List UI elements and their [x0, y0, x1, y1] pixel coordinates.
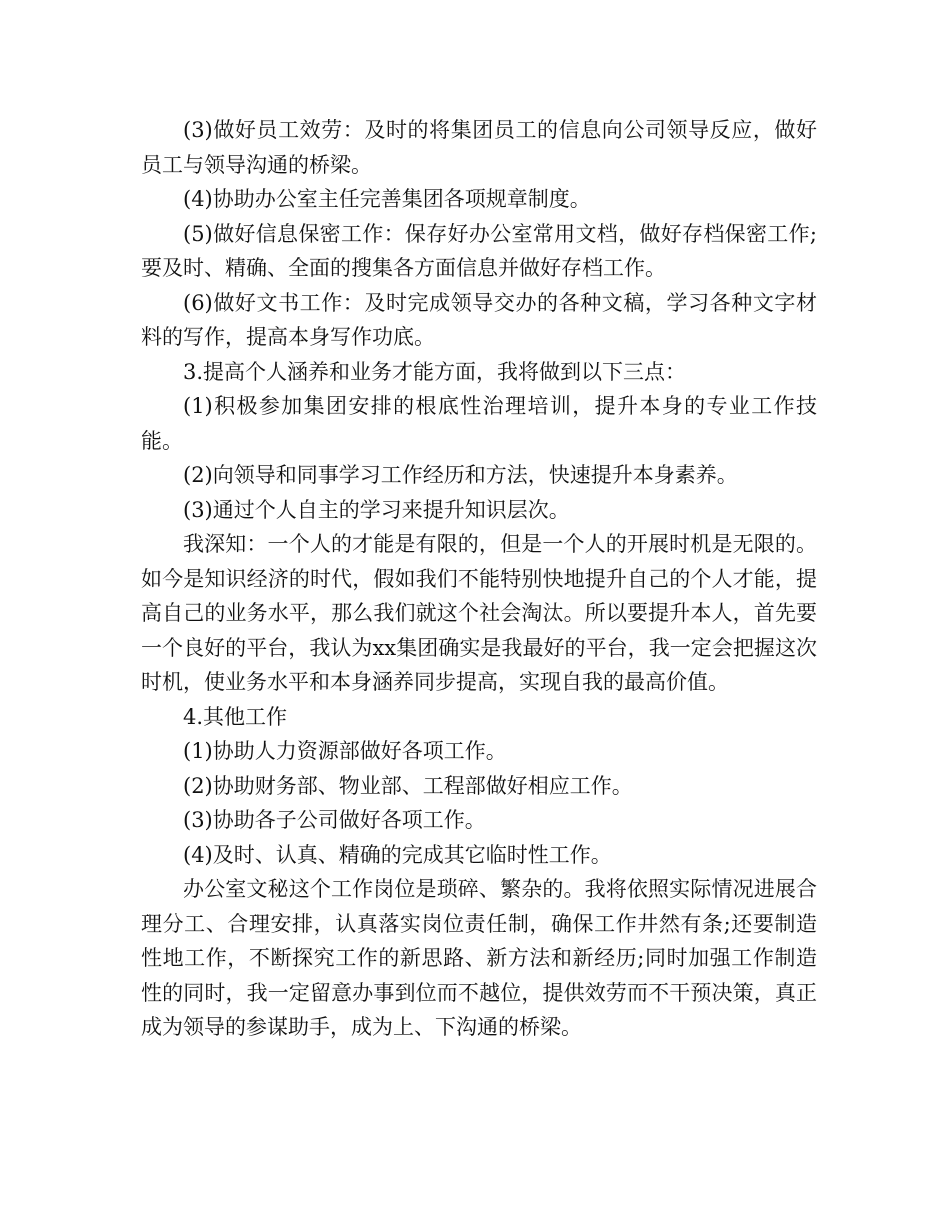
- paragraph-regulations: (4)协助办公室主任完善集团各项规章制度。: [183, 187, 591, 211]
- paragraph-training: (1)积极参加集团安排的根底性治理培训，提升本身的专业工作技能。: [141, 394, 817, 453]
- paragraph-learn-from-colleagues: (2)向领导和同事学习工作经历和方法，快速提升本身素养。: [183, 463, 738, 487]
- paragraph-self-study: (3)通过个人自主的学习来提升知识层次。: [183, 497, 570, 522]
- paragraph-finance-assist: (2)协助财务部、物业部、工程部做好相应工作。: [183, 773, 633, 798]
- paragraph-subsidiary-assist: (3)协助各子公司做好各项工作。: [183, 808, 486, 832]
- section-heading-other-work: 4.其他工作: [183, 704, 288, 729]
- paragraph-hr-assist: (1)协助人力资源部做好各项工作。: [183, 739, 507, 763]
- document-page: [141, 113, 817, 1045]
- paragraph-confidentiality: (5)做好信息保密工作：保存好办公室常用文档，做好存档保密工作;要及时、精确、全面的搜集各方面信息并做好存档工作。: [141, 221, 817, 280]
- section-heading-self-improvement: 3.提高个人涵养和业务才能方面，我将做到以下三点：: [183, 359, 687, 384]
- paragraph-reflection: 我深知：一个人的才能是有限的，但是一个人的开展时机是无限的。如今是知识经济的时代，假如我们不能特别快地提升自己的个人才能，提高自己的业务水平，那么我们就这个社会淘汰。所以要提升本人，首先要一个良好的平台，我认为xx集团确实是我最好的平台，我一定会把握这次时机，使业务水平和本身涵养同步提高，实现自我的最高价值。: [141, 532, 817, 694]
- paragraph-documents: (6)做好文书工作：及时完成领导交办的各种文稿，学习各种文字材料的写作，提高本身写作功底。: [141, 290, 817, 349]
- paragraph-service: (3)做好员工效劳：及时的将集团员工的信息向公司领导反应，做好员工与领导沟通的桥梁。: [141, 118, 817, 177]
- paragraph-temporary-work: (4)及时、认真、精确的完成其它临时性工作。: [183, 842, 612, 867]
- paragraph-conclusion: 办公室文秘这个工作岗位是琐碎、繁杂的。我将依照实际情况进展合理分工、合理安排，认真落实岗位责任制，确保工作井然有条;还要制造性地工作，不断探究工作的新思路、新方法和新经历;同时加强工作制造性的同时，我一定留意办事到位而不越位，提供效劳而不干预决策，真正成为领导的参谋助手，成为上、下沟通的桥梁。: [141, 877, 817, 1039]
